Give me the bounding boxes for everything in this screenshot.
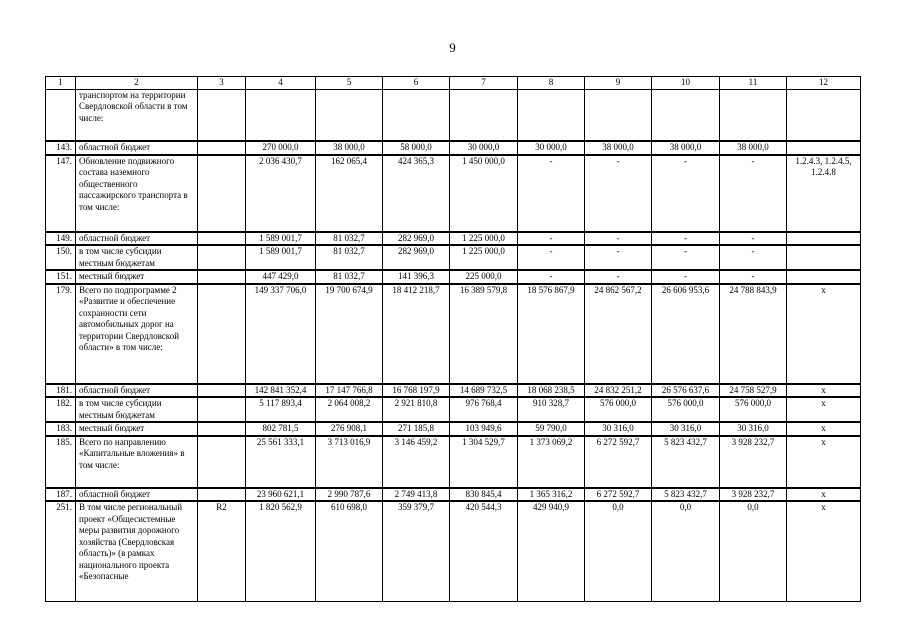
cell-col-4: 142 841 352,4 (246, 384, 316, 398)
column-header-11: 11 (720, 77, 787, 90)
cell-col-12 (787, 245, 861, 270)
cell-col-1: 143. (46, 141, 76, 155)
column-header-9: 9 (585, 77, 652, 90)
cell-col-7: 420 544,3 (450, 501, 518, 601)
cell-col-6: 58 000,0 (383, 141, 450, 155)
cell-col-8: 18 068 238,5 (518, 384, 585, 398)
cell-col-4: 447 429,0 (246, 270, 316, 284)
cell-col-4 (246, 89, 316, 141)
table-row (46, 488, 861, 502)
cell-col-10: 576 000,0 (652, 397, 720, 422)
cell-col-1: 187. (46, 488, 76, 502)
cell-col-8: 1 373 069,2 (518, 436, 585, 488)
table-row (46, 501, 861, 601)
cell-col-6: 271 185,8 (383, 422, 450, 436)
cell-col-11: - (720, 155, 787, 232)
cell-col-9 (585, 89, 652, 141)
cell-col-12: x (787, 488, 861, 502)
cell-col-5: 81 032,7 (316, 270, 383, 284)
cell-col-11: - (720, 232, 787, 246)
column-header-3: 3 (198, 77, 246, 90)
cell-col-1: 183. (46, 422, 76, 436)
cell-col-11: 3 928 232,7 (720, 488, 787, 502)
cell-col-5: 17 147 766,8 (316, 384, 383, 398)
cell-col-3 (198, 436, 246, 488)
cell-col-9: 24 862 567,2 (585, 284, 652, 384)
column-header-8: 8 (518, 77, 585, 90)
cell-col-2: В том числе региональный проект «Общесистемные меры развития дорожного хозяйства (Свердловская область)» (в рамках национального проекта «Безопасные (76, 501, 198, 601)
cell-col-2: областной бюджет (76, 488, 198, 502)
cell-col-6: 16 768 197,9 (383, 384, 450, 398)
cell-col-1: 182. (46, 397, 76, 422)
cell-col-2: в том числе субсидии местным бюджетам (76, 397, 198, 422)
cell-col-8: - (518, 155, 585, 232)
page-number: 9 (449, 40, 456, 55)
cell-col-4: 1 589 001,7 (246, 232, 316, 246)
cell-col-3 (198, 155, 246, 232)
cell-col-7: 1 304 529,7 (450, 436, 518, 488)
cell-col-12: x (787, 436, 861, 488)
cell-col-7: 225 000,0 (450, 270, 518, 284)
cell-col-5: 19 700 674,9 (316, 284, 383, 384)
cell-col-3 (198, 232, 246, 246)
cell-col-10: 0,0 (652, 501, 720, 601)
cell-col-3 (198, 89, 246, 141)
cell-col-8: 1 365 316,2 (518, 488, 585, 502)
cell-col-8: - (518, 232, 585, 246)
cell-col-11: 24 758 527,9 (720, 384, 787, 398)
cell-col-3 (198, 397, 246, 422)
cell-col-3 (198, 488, 246, 502)
cell-col-11: - (720, 245, 787, 270)
cell-col-2: местный бюджет (76, 422, 198, 436)
cell-col-9: - (585, 270, 652, 284)
cell-col-10: - (652, 270, 720, 284)
cell-col-3 (198, 384, 246, 398)
cell-col-5: 3 713 016,9 (316, 436, 383, 488)
cell-col-6: 424 365,3 (383, 155, 450, 232)
cell-col-2: транспортом на территории Свердловской области в том числе: (76, 89, 198, 141)
cell-col-7: 976 768,4 (450, 397, 518, 422)
cell-col-12: x (787, 501, 861, 601)
cell-col-11: - (720, 270, 787, 284)
cell-col-6: 282 969,0 (383, 232, 450, 246)
cell-col-5: 610 698,0 (316, 501, 383, 601)
cell-col-2: областной бюджет (76, 384, 198, 398)
cell-col-12: x (787, 422, 861, 436)
cell-col-12: x (787, 284, 861, 384)
cell-col-10: 5 823 432,7 (652, 488, 720, 502)
cell-col-11: 576 000,0 (720, 397, 787, 422)
cell-col-4: 25 561 333,1 (246, 436, 316, 488)
cell-col-1: 149. (46, 232, 76, 246)
table-row (46, 89, 861, 141)
cell-col-12 (787, 89, 861, 141)
cell-col-4: 5 117 893,4 (246, 397, 316, 422)
cell-col-5: 162 065,4 (316, 155, 383, 232)
cell-col-11: 38 000,0 (720, 141, 787, 155)
cell-col-4: 2 036 430,7 (246, 155, 316, 232)
cell-col-6: 141 396,3 (383, 270, 450, 284)
column-header-1: 1 (46, 77, 76, 90)
table-body (46, 77, 861, 602)
cell-col-4: 802 781,5 (246, 422, 316, 436)
cell-col-4: 149 337 706,0 (246, 284, 316, 384)
cell-col-8: 910 328,7 (518, 397, 585, 422)
cell-col-2: в том числе субсидии местным бюджетам (76, 245, 198, 270)
table-row (46, 422, 861, 436)
column-header-6: 6 (383, 77, 450, 90)
table-row (46, 141, 861, 155)
cell-col-10: 26 576 637,6 (652, 384, 720, 398)
table-row (46, 436, 861, 488)
column-header-12: 12 (787, 77, 861, 90)
cell-col-9: 0,0 (585, 501, 652, 601)
cell-col-2: Всего по подпрограмме 2 «Развитие и обеспечение сохранности сети автомобильных дорог на территории Свердловской области» в том числе: (76, 284, 198, 384)
table-row (46, 284, 861, 384)
cell-col-12: x (787, 384, 861, 398)
cell-col-10 (652, 89, 720, 141)
cell-col-12: 1.2.4.3, 1.2.4.5, 1.2.4.8 (787, 155, 861, 232)
cell-col-5: 81 032,7 (316, 232, 383, 246)
cell-col-4: 1 820 562,9 (246, 501, 316, 601)
cell-col-6: 359 379,7 (383, 501, 450, 601)
cell-col-4: 23 960 621,1 (246, 488, 316, 502)
cell-col-6: 3 146 459,2 (383, 436, 450, 488)
cell-col-1: 179. (46, 284, 76, 384)
cell-col-5 (316, 89, 383, 141)
cell-col-8: - (518, 245, 585, 270)
column-header-7: 7 (450, 77, 518, 90)
column-header-10: 10 (652, 77, 720, 90)
cell-col-6: 2 921 810,8 (383, 397, 450, 422)
cell-col-2: Обновление подвижного состава наземного общественного пассажирского транспорта в том числе: (76, 155, 198, 232)
cell-col-7: 1 225 000,0 (450, 245, 518, 270)
cell-col-7: 14 689 732,5 (450, 384, 518, 398)
cell-col-2: Всего по направлению «Капитальные вложения» в том числе: (76, 436, 198, 488)
cell-col-12 (787, 270, 861, 284)
cell-col-10: 26 606 953,6 (652, 284, 720, 384)
cell-col-7: 30 000,0 (450, 141, 518, 155)
budget-table (45, 76, 861, 602)
cell-col-11: 30 316,0 (720, 422, 787, 436)
cell-col-8: 18 576 867,9 (518, 284, 585, 384)
cell-col-9: 6 272 592,7 (585, 436, 652, 488)
cell-col-10: - (652, 245, 720, 270)
cell-col-1: 147. (46, 155, 76, 232)
table-row (46, 270, 861, 284)
cell-col-2: областной бюджет (76, 232, 198, 246)
cell-col-1: 185. (46, 436, 76, 488)
cell-col-3 (198, 245, 246, 270)
cell-col-9: 38 000,0 (585, 141, 652, 155)
cell-col-10: 5 823 432,7 (652, 436, 720, 488)
cell-col-1: 251. (46, 501, 76, 601)
cell-col-9: 576 000,0 (585, 397, 652, 422)
cell-col-12 (787, 232, 861, 246)
cell-col-5: 2 064 008,2 (316, 397, 383, 422)
cell-col-3 (198, 270, 246, 284)
cell-col-5: 38 000,0 (316, 141, 383, 155)
cell-col-8: 30 000,0 (518, 141, 585, 155)
cell-col-7: 830 845,4 (450, 488, 518, 502)
cell-col-8: 429 940,9 (518, 501, 585, 601)
cell-col-9: 6 272 592,7 (585, 488, 652, 502)
cell-col-6: 18 412 218,7 (383, 284, 450, 384)
column-header-5: 5 (316, 77, 383, 90)
cell-col-1 (46, 89, 76, 141)
cell-col-7: 1 225 000,0 (450, 232, 518, 246)
cell-col-4: 270 000,0 (246, 141, 316, 155)
cell-col-3 (198, 141, 246, 155)
cell-col-11: 3 928 232,7 (720, 436, 787, 488)
cell-col-11 (720, 89, 787, 141)
cell-col-7: 16 389 579,8 (450, 284, 518, 384)
cell-col-6: 2 749 413,8 (383, 488, 450, 502)
cell-col-7: 1 450 000,0 (450, 155, 518, 232)
cell-col-10: - (652, 155, 720, 232)
table-row (46, 232, 861, 246)
cell-col-12 (787, 141, 861, 155)
cell-col-1: 150. (46, 245, 76, 270)
column-header-4: 4 (246, 77, 316, 90)
cell-col-2: местный бюджет (76, 270, 198, 284)
cell-col-1: 151. (46, 270, 76, 284)
cell-col-6 (383, 89, 450, 141)
header-row (46, 77, 861, 90)
cell-col-12: x (787, 397, 861, 422)
table-row (46, 245, 861, 270)
cell-col-3: R2 (198, 501, 246, 601)
cell-col-4: 1 589 001,7 (246, 245, 316, 270)
cell-col-10: - (652, 232, 720, 246)
cell-col-6: 282 969,0 (383, 245, 450, 270)
cell-col-3 (198, 422, 246, 436)
table-row (46, 397, 861, 422)
cell-col-9: - (585, 232, 652, 246)
cell-col-10: 38 000,0 (652, 141, 720, 155)
cell-col-11: 24 788 843,9 (720, 284, 787, 384)
cell-col-1: 181. (46, 384, 76, 398)
cell-col-8 (518, 89, 585, 141)
cell-col-8: - (518, 270, 585, 284)
cell-col-2: областной бюджет (76, 141, 198, 155)
cell-col-10: 30 316,0 (652, 422, 720, 436)
cell-col-9: 30 316,0 (585, 422, 652, 436)
table-row (46, 155, 861, 232)
cell-col-5: 276 908,1 (316, 422, 383, 436)
cell-col-5: 81 032,7 (316, 245, 383, 270)
cell-col-9: - (585, 155, 652, 232)
cell-col-7: 103 949,6 (450, 422, 518, 436)
cell-col-11: 0,0 (720, 501, 787, 601)
cell-col-9: 24 832 251,2 (585, 384, 652, 398)
cell-col-5: 2 990 787,6 (316, 488, 383, 502)
table-row (46, 384, 861, 398)
cell-col-3 (198, 284, 246, 384)
column-header-2: 2 (76, 77, 198, 90)
cell-col-9: - (585, 245, 652, 270)
cell-col-8: 59 790,0 (518, 422, 585, 436)
cell-col-7 (450, 89, 518, 141)
